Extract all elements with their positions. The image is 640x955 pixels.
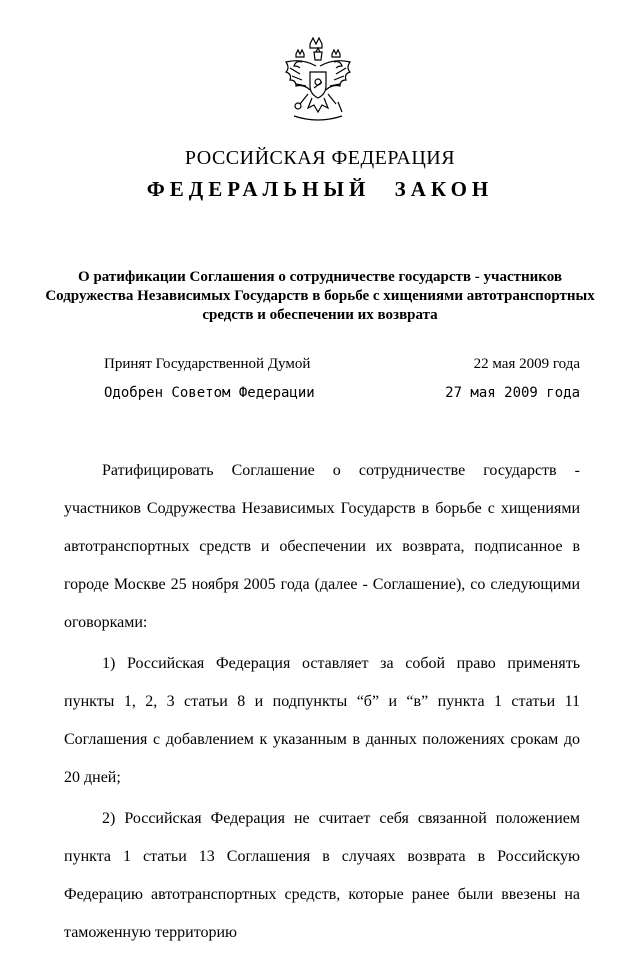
adoption-duma-label: Принят Государственной Думой <box>104 356 311 372</box>
double-headed-eagle-coat-of-arms-icon <box>270 32 366 128</box>
body-paragraph-reservation-2: 2) Российская Федерация не считает себя связанной положением пункта 1 статьи 13 Соглашения в случаях возврата в Российскую Федерацию автотранспортных средств, которые ранее были ввезены на таможенную территорию <box>64 810 580 941</box>
body-paragraph-ratification: Ратифицировать Соглашение о сотрудничестве государств - участников Содружества Независимых Государств в борьбе с хищениями автотранспортных средств и обеспечении их возврата, подписанное в городе Москве 25 ноября 2005 года (далее - Соглашение), со следующими оговорками: <box>64 462 580 631</box>
law-body <box>64 452 580 955</box>
body-paragraph-reservation-1: 1) Российская Федерация оставляет за собой право применять пункты 1, 2, 3 статьи 8 и подпункты “б” и “в” пункта 1 статьи 11 Соглашения с добавлением к указанным в данных положениях срокам до 20 дней; <box>64 655 580 786</box>
adoption-duma-date: 22 мая 2009 года <box>473 356 580 372</box>
law-type-heading: ФЕДЕРАЛЬНЫЙ ЗАКОН <box>146 177 494 201</box>
adoption-duma-row <box>104 356 580 373</box>
approval-federation-council-row <box>104 385 580 401</box>
law-title: О ратификации Соглашения о сотрудничестве государств - участников Содружества Независимых Государств в борьбе с хищениями автотранспортных средств и обеспечении их возврата <box>45 269 595 323</box>
approval-federation-council-date: 27 мая 2009 года <box>445 385 580 401</box>
approval-federation-council-label: Одобрен Советом Федерации <box>104 385 315 401</box>
country-heading: РОССИЙСКАЯ ФЕДЕРАЦИЯ <box>184 147 456 169</box>
